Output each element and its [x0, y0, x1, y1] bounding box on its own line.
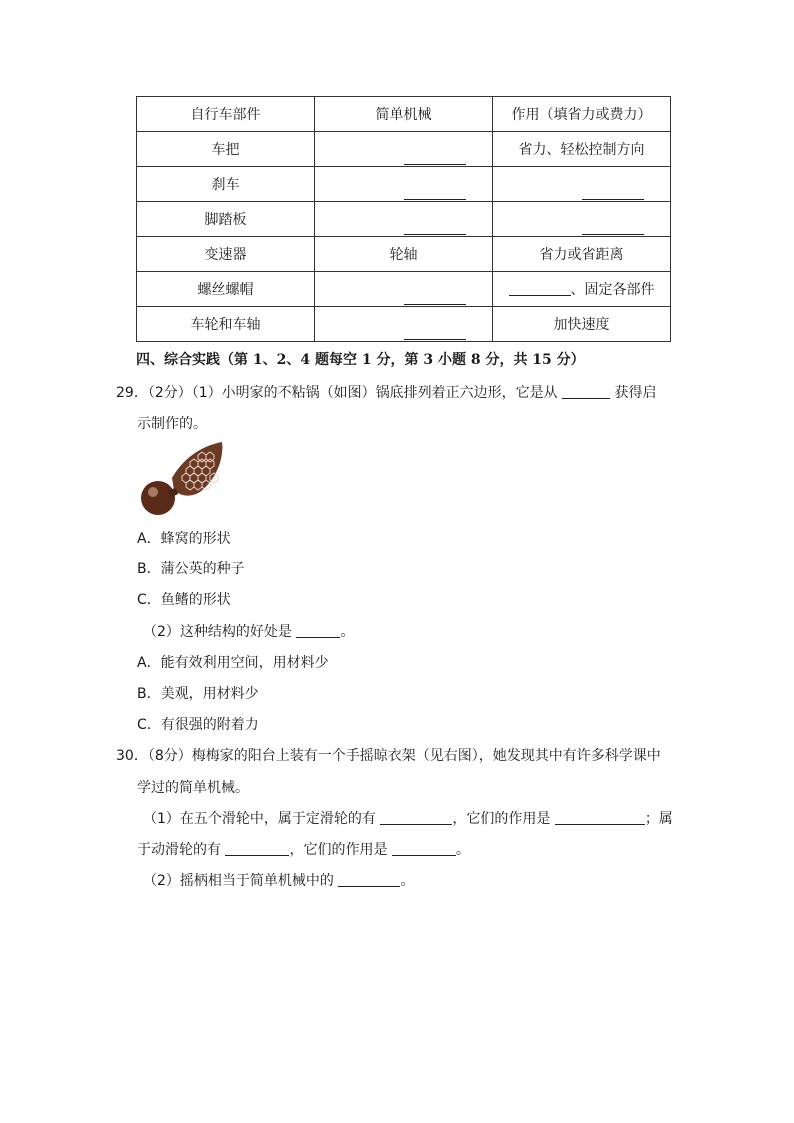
q30-sub1-end: ；属 [644, 811, 673, 827]
q30-line2: 学过的简单机械。 [137, 780, 249, 796]
q30-sub2-stem: （2）摇柄相当于简单机械中的 [143, 873, 334, 889]
effect-cell: 省力、轻松控制方向 [493, 132, 671, 167]
q30-sub1-stem2: 于动滑轮的有 [137, 842, 221, 858]
effect-cell: 加快速度 [493, 307, 671, 342]
answer-blank[interactable] [338, 872, 400, 887]
q30-sub1-line1 [143, 808, 673, 828]
answer-blank[interactable] [404, 325, 466, 340]
part-cell: 螺丝螺帽 [137, 272, 315, 307]
table-row [137, 202, 671, 237]
q29-option-c[interactable]: C．鱼鳍的形状 [137, 592, 231, 608]
table-row [137, 167, 671, 202]
answer-blank[interactable] [380, 810, 452, 825]
header-part: 自行车部件 [137, 97, 315, 132]
effect-cell [493, 167, 671, 202]
q29-stem-end: 获得启 [614, 385, 657, 401]
answer-blank[interactable] [404, 185, 466, 200]
answer-blank[interactable] [296, 623, 340, 638]
bike-parts-table [136, 96, 671, 342]
q30-sub1-line2 [137, 839, 470, 859]
section-title: 四、综合实践（第 1、2、4 题每空 1 分，第 3 小题 8 分，共 15 分） [136, 352, 585, 368]
nonstick-pan-image [138, 438, 226, 520]
answer-blank[interactable] [555, 810, 645, 825]
q30-sub2 [143, 870, 414, 890]
q30-sub2-end: 。 [400, 873, 415, 889]
answer-blank[interactable] [392, 841, 456, 856]
machine-cell [315, 202, 493, 237]
machine-cell [315, 272, 493, 307]
table-row [137, 307, 671, 342]
q29-sub2-end: 。 [340, 624, 355, 640]
q29-stem: 29．（2分）（1）小明家的不粘锅（如图）锅底排列着正六边形，它是从 [116, 385, 558, 401]
table-row [137, 132, 671, 167]
q29-sub2-option-c[interactable]: C．有很强的附着力 [137, 717, 259, 733]
q29-sub2-option-b[interactable]: B．美观，用材料少 [137, 686, 259, 702]
table-header-row [137, 97, 671, 132]
answer-blank[interactable] [509, 281, 571, 296]
q29-line1 [116, 382, 657, 402]
q29-line2: 示制作的。 [137, 416, 207, 432]
part-cell: 车轮和车轴 [137, 307, 315, 342]
answer-blank[interactable] [582, 220, 644, 235]
part-cell: 刹车 [137, 167, 315, 202]
pan-illustration [138, 438, 226, 516]
answer-blank[interactable] [404, 150, 466, 165]
effect-cell [493, 202, 671, 237]
part-cell: 车把 [137, 132, 315, 167]
machine-cell [315, 167, 493, 202]
machine-cell: 轮轴 [315, 237, 493, 272]
q29-sub2-stem: （2）这种结构的好处是 [143, 624, 292, 640]
answer-blank[interactable] [225, 841, 289, 856]
effect-suffix: 、固定各部件 [570, 282, 655, 298]
q29-option-a[interactable]: A．蜂窝的形状 [137, 531, 231, 547]
answer-blank[interactable] [404, 220, 466, 235]
effect-cell [493, 272, 671, 307]
q30-sub1-stem: （1）在五个滑轮中，属于定滑轮的有 [143, 811, 376, 827]
q30-sub1-mid2: ，它们的作用是 [289, 842, 388, 858]
q29-option-b[interactable]: B．蒲公英的种子 [137, 561, 245, 577]
effect-cell: 省力或省距离 [493, 237, 671, 272]
q30-sub1-end2: 。 [455, 842, 470, 858]
q30-sub1-mid: ，它们的作用是 [452, 811, 551, 827]
table-row [137, 237, 671, 272]
answer-blank[interactable] [582, 185, 644, 200]
part-cell: 变速器 [137, 237, 315, 272]
q29-sub2-option-a[interactable]: A．能有效利用空间，用材料少 [137, 655, 329, 671]
header-machine: 简单机械 [315, 97, 493, 132]
part-cell: 脚踏板 [137, 202, 315, 237]
machine-cell [315, 307, 493, 342]
header-effect: 作用（填省力或费力） [493, 97, 671, 132]
answer-blank[interactable] [562, 384, 610, 399]
table-row [137, 272, 671, 307]
q29-sub2 [143, 621, 354, 641]
answer-blank[interactable] [404, 290, 466, 305]
q30-line1: 30．（8分）梅梅家的阳台上装有一个手摇晾衣架（见右图），她发现其中有许多科学课中 [116, 748, 661, 764]
machine-cell [315, 132, 493, 167]
